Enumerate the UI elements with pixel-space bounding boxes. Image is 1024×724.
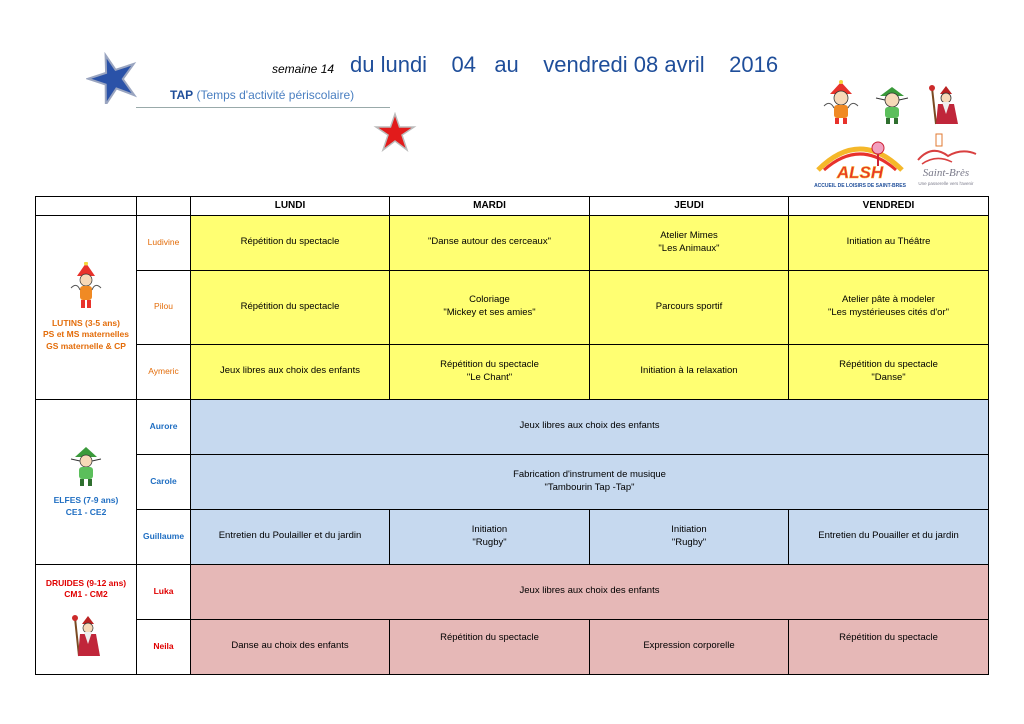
activity-cell: Entretien du Pouailler et du jardin — [789, 509, 989, 564]
alsh-logo — [812, 132, 908, 190]
lutin-character-icon — [69, 262, 103, 312]
red-star-icon — [372, 112, 418, 152]
druide-character-icon — [924, 84, 964, 128]
group-cell-elfes — [36, 399, 137, 564]
activity-cell: Répétition du spectacle — [191, 270, 390, 344]
page-title: du lundi 04 au vendredi 08 avril 2016 — [350, 52, 779, 77]
group-level: CE1 - CE2 — [65, 506, 107, 517]
activity-cell: Expression corporelle — [590, 619, 789, 674]
activity-line: "Le Chant" — [466, 371, 513, 383]
table-row — [36, 344, 989, 399]
day-header-thursday: JEUDI — [590, 197, 789, 216]
activity-line: Atelier Mimes — [660, 229, 718, 241]
schedule-table — [35, 196, 989, 675]
header-divider — [136, 107, 390, 108]
animator-name: Ludivine — [137, 215, 191, 270]
activity-cell: Initiation à la relaxation — [590, 344, 789, 399]
alsh-logo-text: ALSH — [836, 163, 884, 182]
animator-name: Aymeric — [137, 344, 191, 399]
header-cell-empty — [137, 197, 191, 216]
activity-line: Répétition du spectacle — [839, 358, 938, 370]
group-cell-lutins — [36, 215, 137, 399]
saint-bres-tagline: Une passerelle vers l'avenir — [918, 181, 974, 186]
day-header-monday: LUNDI — [191, 197, 390, 216]
table-row — [36, 215, 989, 270]
activity-line: "Danse" — [871, 371, 906, 383]
activity-line: Initiation — [671, 523, 707, 535]
table-row — [36, 564, 989, 619]
animator-name: Luka — [137, 564, 191, 619]
activity-cell: Répétition du spectacle — [789, 619, 989, 674]
animator-name: Carole — [137, 454, 191, 509]
elfe-character-icon — [872, 84, 912, 126]
activity-cell — [590, 509, 789, 564]
blue-star-icon — [86, 52, 140, 104]
activity-cell — [390, 509, 590, 564]
table-row — [36, 509, 989, 564]
activity-line: Atelier pâte à modeler — [842, 294, 935, 306]
activity-line: Initiation — [471, 523, 508, 535]
header-cell-empty — [36, 197, 137, 216]
table-header-row — [36, 197, 989, 216]
activity-line: "Rugby" — [472, 536, 507, 548]
elfe-character-icon — [69, 445, 103, 489]
activity-line: "Les Animaux" — [658, 242, 720, 254]
activity-cell — [789, 344, 989, 399]
activity-cell-merged: Jeux libres aux choix des enfants — [191, 564, 989, 619]
group-level: PS et MS maternelles — [43, 329, 129, 340]
animator-name: Neila — [137, 619, 191, 674]
activity-line: Répétition du spectacle — [440, 358, 539, 370]
alsh-logo-subtext: ACCUEIL DE LOISIRS DE SAINT-BRES — [814, 183, 906, 189]
animator-name: Pilou — [137, 270, 191, 344]
tap-description: (Temps d'activité périscolaire) — [196, 88, 355, 102]
group-name: ELFES (7-9 ans) — [53, 495, 119, 506]
activity-line: "Rugby" — [671, 536, 707, 548]
activity-cell: Répétition du spectacle — [390, 619, 590, 674]
activity-cell: Initiation au Théâtre — [789, 215, 989, 270]
activity-cell: Parcours sportif — [590, 270, 789, 344]
activity-line: Coloriage — [469, 294, 510, 306]
activity-cell — [390, 270, 590, 344]
activity-cell: Jeux libres aux choix des enfants — [191, 344, 390, 399]
group-level: CM1 - CM2 — [64, 589, 108, 599]
activity-cell — [390, 344, 590, 399]
activity-line: "Les mystérieuses cités d'or" — [827, 307, 950, 318]
saint-bres-logo — [912, 130, 980, 188]
activity-cell — [590, 215, 789, 270]
lutin-character-icon — [820, 80, 862, 126]
group-level: GS maternelle & CP — [46, 340, 126, 351]
activity-cell: Danse au choix des enfants — [191, 619, 390, 674]
table-row — [36, 454, 989, 509]
saint-bres-logo-text: Saint-Brès — [922, 167, 970, 179]
activity-cell: Entretien du Poulailler et du jardin — [191, 509, 390, 564]
activity-cell-merged: Jeux libres aux choix des enfants — [191, 399, 989, 454]
animator-name: Guillaume — [137, 509, 191, 564]
activity-cell: "Danse autour des cerceaux" — [390, 215, 590, 270]
activity-cell: Répétition du spectacle — [191, 215, 390, 270]
group-name: LUTINS (3-5 ans) — [51, 317, 120, 328]
activity-cell — [789, 270, 989, 344]
group-cell-druides — [36, 564, 137, 674]
animator-name: Aurore — [137, 399, 191, 454]
activity-line: "Tambourin Tap -Tap" — [544, 481, 635, 493]
tap-label: TAP — [170, 88, 194, 102]
activity-line: Fabrication d'instrument de musique — [513, 468, 666, 480]
week-number: semaine 14 — [272, 62, 335, 76]
activity-line: "Mickey et ses amies" — [443, 307, 536, 318]
table-row — [36, 399, 989, 454]
activity-cell-merged — [191, 454, 989, 509]
druide-character-icon — [69, 614, 103, 660]
subtitle — [170, 88, 354, 102]
table-row — [36, 270, 989, 344]
table-row — [36, 619, 989, 674]
day-header-friday: VENDREDI — [789, 197, 989, 216]
day-header-tuesday: MARDI — [390, 197, 590, 216]
group-name: DRUIDES (9-12 ans) — [45, 577, 127, 588]
